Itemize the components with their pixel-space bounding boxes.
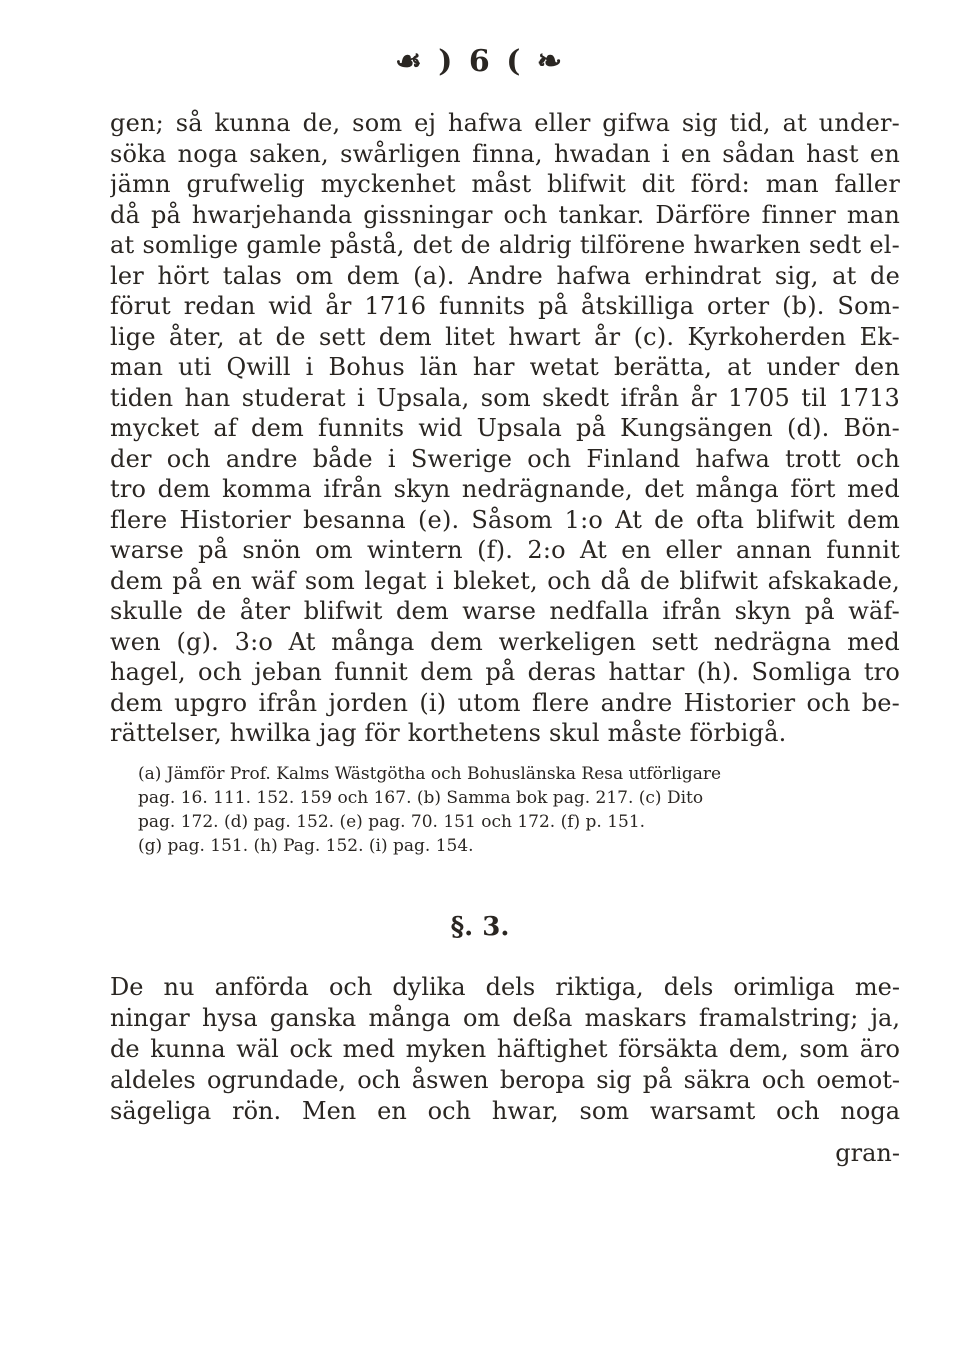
text-line: förut redan wid år 1716 funnits på åtskilliga orter (b). Som- bbox=[110, 292, 900, 320]
text-line: sägeliga rön. Men en och hwar, som warsamt och noga bbox=[110, 1097, 900, 1125]
text-line: de kunna wäl ock med myken häftighet försäkta dem, som äro bbox=[110, 1035, 900, 1063]
text-line: gen; så kunna de, som ej hafwa eller gifwa sig tid, at under- bbox=[110, 109, 900, 137]
text-line: lige åter, at de sett dem litet hwart år (c). Kyrkoherden Ek- bbox=[110, 322, 900, 351]
text-line: dem på en wäf som legat i bleket, och då de blifwit afskakade, bbox=[110, 566, 900, 595]
main-paragraph bbox=[110, 108, 900, 749]
text-line: då på hwarjehanda gissningar och tankar. Därföre finner man bbox=[110, 200, 900, 229]
footnote-line: (a) Jämför Prof. Kalms Wästgötha och Bohuslänska Resa utförligare bbox=[138, 764, 722, 784]
text-line: dem upgro ifrån jorden (i) utom flere andre Historier och be- bbox=[110, 688, 900, 717]
catchword: gran- bbox=[835, 1139, 900, 1167]
text-line: warse på snön om wintern (f). 2:o At en eller annan funnit bbox=[110, 536, 900, 564]
text-line: wen (g). 3:o At många dem werkeligen sett nedrägna med bbox=[110, 627, 900, 656]
text-line: söka noga saken, swårligen finna, hwadan i en sådan hast en bbox=[110, 139, 900, 168]
running-head: ☙ ) 6 ( ❧ bbox=[394, 44, 566, 79]
text-line: tiden han studerat i Upsala, som skedt ifrån år 1705 til 1713 bbox=[110, 383, 900, 412]
text-line: De nu anförda och dylika dels riktiga, dels orimliga me- bbox=[110, 973, 900, 1001]
text-line: rättelser, hwilka jag för korthetens skul måste förbigå. bbox=[110, 719, 787, 747]
footnote-line: (g) pag. 151. (h) Pag. 152. (i) pag. 154. bbox=[138, 836, 474, 856]
text-line: mycket af dem funnits wid Upsala på Kungsängen (d). Bön- bbox=[110, 414, 900, 442]
text-line: ningar hysa ganska många om deßa maskars framalstring; ja, bbox=[110, 1004, 900, 1032]
text-line: aldeles ogrundade, och åswen beropa sig på säkra och oemot- bbox=[110, 1066, 900, 1094]
footnote-line: pag. 16. 111. 152. 159 och 167. (b) Samma bok pag. 217. (c) Dito bbox=[138, 788, 704, 808]
section-heading: §. 3. bbox=[450, 912, 510, 942]
footnote-line: pag. 172. (d) pag. 152. (e) pag. 70. 151 och 172. (f) p. 151. bbox=[138, 812, 646, 832]
text-line: skulle de åter blifwit dem warse nedfalla ifrån skyn på wäf- bbox=[110, 597, 900, 625]
text-line: jämn grufwelig myckenhet måst blifwit dit förd: man faller bbox=[110, 170, 900, 198]
section-paragraph bbox=[110, 972, 900, 1127]
text-line: at somlige gamle påstå, det de aldrig tilförene hwarken sedt el- bbox=[110, 231, 900, 259]
text-line: hagel, och jeban funnit dem på deras hattar (h). Somliga tro bbox=[110, 658, 900, 686]
text-line: der och andre både i Swerige och Finland hafwa trott och bbox=[110, 444, 900, 473]
text-line: flere Historier besanna (e). Såsom 1:o At de ofta blifwit dem bbox=[110, 505, 900, 534]
text-line: tro dem komma ifrån skyn nedrägnande, det många fört med bbox=[110, 475, 900, 503]
text-line: ler hört talas om dem (a). Andre hafwa erhindrat sig, at de bbox=[110, 261, 900, 290]
text-line: man uti Qwill i Bohus län har wetat berätta, at under den bbox=[110, 353, 900, 381]
footnotes bbox=[138, 762, 898, 858]
